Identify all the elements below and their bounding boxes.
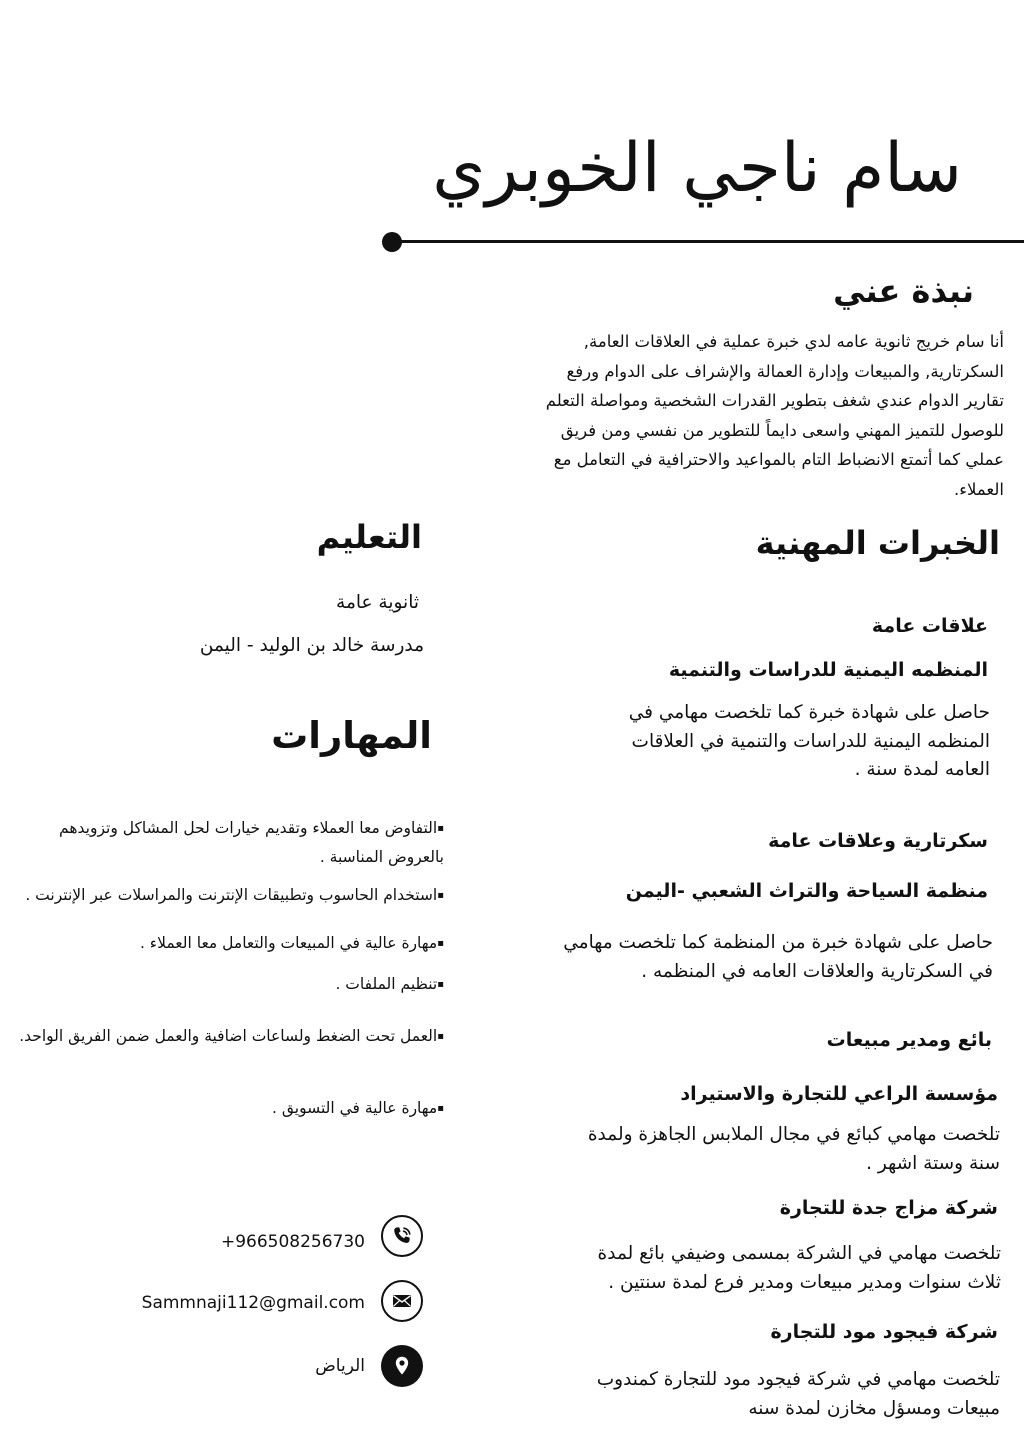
experience-role: سكرتارية وعلاقات عامة	[768, 830, 988, 852]
experience-description-line: تلخصت مهامي في شركة فيجود مود للتجارة كمندوب	[596, 1369, 1000, 1390]
phone-icon	[381, 1215, 423, 1257]
skill-text: العمل تحت الضغط ولساعات اضافية والعمل ضمن الفريق الواحد.	[19, 1027, 438, 1045]
skill-text: مهارة عالية في التسويق .	[272, 1099, 438, 1117]
person-name: سام ناجي الخوبري	[432, 129, 962, 208]
contact-email[interactable]: Sammnaji112@gmail.com	[141, 1293, 365, 1313]
about-line: تقارير الدوام عندي شغف بتطوير القدرات الشخصية ومواصلة التعلم	[545, 391, 1004, 411]
experience-description-line: العامه لمدة سنة .	[854, 759, 990, 780]
about-line: عملي كما أتمتع الانضباط التام بالمواعيد والاحترافية في التعامل مع	[553, 450, 1004, 470]
skill-bullet: ▪	[437, 938, 444, 949]
experience-org: منظمة السياحة والتراث الشعبي -اليمن	[625, 880, 988, 902]
experience-description	[530, 1121, 1000, 1178]
about-text	[459, 327, 1004, 505]
experience-title: الخبرات المهنية	[755, 524, 1000, 562]
experience-role: بائع ومدير مبيعات	[826, 1029, 992, 1051]
experience-description-line: سنة وستة اشهر .	[866, 1152, 1000, 1174]
experience-description-line: تلخصت مهامي كبائع في مجال الملابس الجاهزة ولمدة	[587, 1124, 1000, 1145]
experience-description-line: حاصل على شهادة خبرة من المنظمة كما تلخصت مهامي	[563, 932, 993, 953]
about-line: السكرتارية, والمبيعات وإدارة العمالة والإشراف على الدوام ورفع	[566, 361, 1004, 381]
experience-org: شركة فيجود مود للتجارة	[770, 1321, 998, 1343]
about-line: أنا سام خريج ثانوية عامه لدي خبرة عملية في العلاقات العامة,	[583, 332, 1004, 351]
experience-description-line: ثلاث سنوات ومدير مبيعات ومدير فرع لمدة سنتين .	[608, 1271, 1001, 1293]
skill-item	[4, 970, 444, 999]
experience-org: شركة مزاج جدة للتجارة	[779, 1197, 998, 1219]
experience-description-line: مبيعات ومسؤل مخازن لمدة سنه	[748, 1397, 1000, 1419]
envelope-icon	[381, 1280, 423, 1322]
skill-text: مهارة عالية في المبيعات والتعامل معا العملاء .	[139, 934, 438, 952]
experience-description-line: حاصل على شهادة خبرة كما تلخصت مهامي في	[628, 702, 990, 723]
education-school: مدرسة خالد بن الوليد - اليمن	[199, 635, 424, 656]
skill-item	[4, 881, 444, 910]
skill-item	[4, 814, 444, 872]
skill-item	[4, 929, 444, 958]
experience-description-line: تلخصت مهامي في الشركة بمسمى وضيفي بائع لمدة	[597, 1243, 1001, 1264]
location-pin-icon	[381, 1345, 423, 1387]
experience-description-line: في السكرتارية والعلاقات العامه في المنظمه .	[641, 960, 993, 982]
experience-description	[560, 699, 990, 785]
skill-item	[4, 1094, 444, 1123]
header-divider	[394, 240, 1024, 243]
experience-description	[531, 1240, 1001, 1297]
skill-bullet: ▪	[437, 1103, 444, 1114]
header-divider-dot	[382, 232, 402, 252]
skill-bullet: ▪	[437, 890, 444, 901]
skill-text: التفاوض معا العملاء وتقديم خيارات لحل المشاكل وتزويدهم بالعروض المناسبة .	[59, 819, 444, 866]
skill-text: استخدام الحاسوب وتطبيقات الإنترنت والمراسلات عبر الإنترنت .	[25, 886, 438, 904]
contact-phone[interactable]: +966508256730	[220, 1232, 365, 1252]
about-title: نبذة عني	[833, 272, 974, 310]
experience-description	[503, 929, 993, 986]
experience-role: علاقات عامة	[871, 615, 988, 637]
experience-description	[530, 1366, 1000, 1423]
skill-item	[4, 1022, 444, 1051]
about-line: العملاء.	[954, 479, 1004, 499]
skill-text: تنظيم الملفات .	[335, 975, 438, 993]
experience-org: مؤسسة الراعي للتجارة والاستيراد	[680, 1083, 998, 1105]
contact-location: الرياض	[315, 1356, 365, 1376]
experience-org: المنظمه اليمنية للدراسات والتنمية	[668, 659, 988, 681]
about-line: للوصول للتميز المهني واسعى دايماً للتطوير من نفسي ومن فريق	[560, 420, 1004, 440]
skill-bullet: ▪	[437, 979, 444, 990]
skill-bullet: ▪	[437, 1031, 444, 1042]
education-degree: ثانوية عامة	[336, 592, 419, 613]
experience-description-line: المنظمه اليمنية للدراسات والتنمية في العلاقات	[631, 730, 990, 752]
skills-title: المهارات	[271, 714, 432, 757]
skill-bullet: ▪	[437, 823, 444, 834]
education-title: التعليم	[316, 518, 422, 556]
